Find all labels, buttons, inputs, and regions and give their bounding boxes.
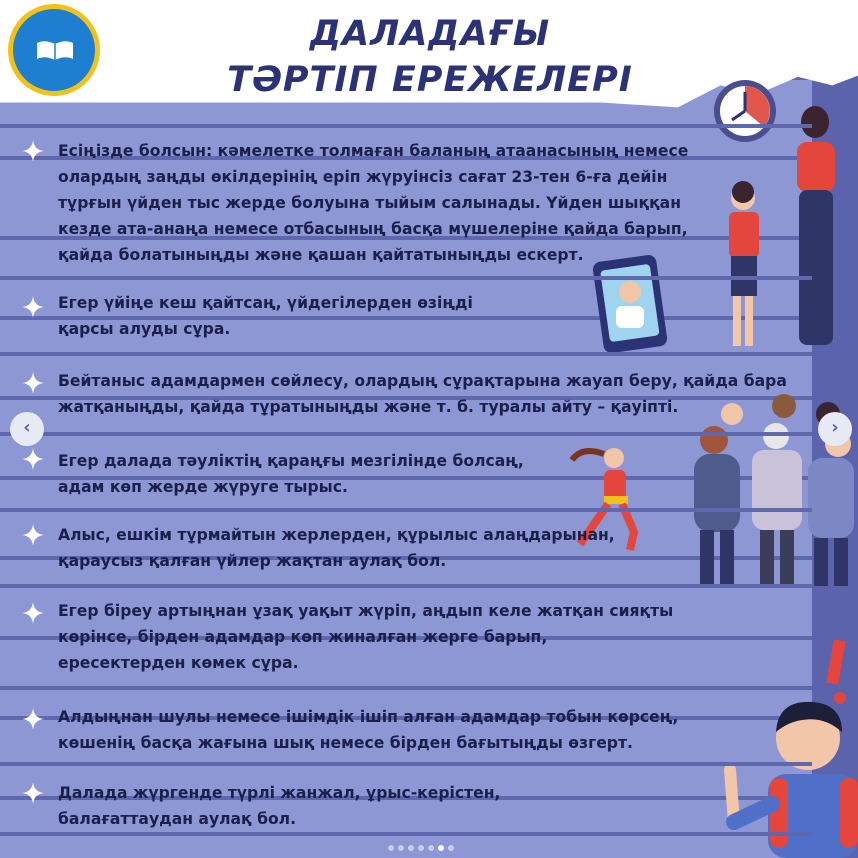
row-divider (0, 352, 812, 356)
rule-text: Алдыңнан шулы немесе ішімдік ішіп алған адамдар тобын көрсең, көшенің басқа жағына шық немесе бірден бағытыңды өзгерт. (58, 708, 679, 752)
rule-text: Бейтаныс адамдармен сөйлесу, олардың сұрақтарына жауап беру, қайда бара жатқаныңды, қайда тұратыныңды және т. б. туралы айту – қауіпті. (58, 372, 787, 416)
row-divider (0, 686, 812, 690)
sparkle-bullet-icon (22, 782, 44, 804)
sparkle-bullet-icon (22, 448, 44, 470)
carousel-dot[interactable] (438, 845, 444, 851)
next-slide-button[interactable] (818, 412, 852, 446)
phone-video-call-icon (590, 254, 670, 354)
rule-text: Далада жүргенде түрлі жанжал, ұрыс-керістен, балағаттаудан аулақ бол. (58, 784, 501, 828)
carousel-dot[interactable] (388, 845, 394, 851)
boy-pointing-illustration (712, 640, 858, 858)
row-divider (0, 432, 812, 436)
chevron-left-icon: ‹ (23, 417, 31, 438)
rule-text: Алыс, ешкім тұрмайтын жерлерден, құрылыс алаңдарынан, қараусыз қалған үйлер жақтан аулақ бол. (58, 526, 615, 570)
sparkle-bullet-icon (22, 372, 44, 394)
previous-slide-button[interactable] (10, 412, 44, 446)
row-divider (0, 124, 812, 128)
page-title-line-1: ДАЛАДАҒЫ (309, 14, 551, 54)
sparkle-bullet-icon (22, 524, 44, 546)
carousel-dot[interactable] (398, 845, 404, 851)
carousel-dot[interactable] (408, 845, 414, 851)
page-title-line-2: ТӘРТІП ЕРЕЖЕЛЕРІ (227, 60, 633, 100)
rule-text: Егер далада тәуліктің қараңғы мезгілінде болсаң, адам көп жерде жүруге тырыс. (58, 452, 524, 496)
open-book-icon (35, 39, 75, 61)
rule-text: Егер біреу артыңнан ұзақ уақыт жүріп, аңдып келе жатқан сияқты көрінсе, бірден адамдар көп жиналған жерге барып, ересектерден көмек сұра. (58, 602, 674, 672)
carousel-dot[interactable] (418, 845, 424, 851)
carousel-dot[interactable] (428, 845, 434, 851)
sparkle-bullet-icon (22, 708, 44, 730)
row-divider (0, 508, 812, 512)
row-divider (0, 762, 812, 766)
rule-text: Егер үйіңе кеш қайтсаң, үйдегілерден өзіңді қарсы алуды сұра. (58, 294, 473, 338)
rule-text: Есіңізде болсын: кәмелетке толмаған баланың атаанасының немесе олардың заңды өкілдерінің еріп жүруінсіз сағат 23-тен 6-ға дейін тұрғын үйден тыс жерде болуына тыйым салынады. Үйден шыққан кезде ата-анаңа немесе отбасының басқа мүшелеріне қайда барып, қайда болатыныңды және қашан қайтатыныңды ескерт. (58, 142, 689, 264)
school-logo (8, 4, 100, 96)
sparkle-bullet-icon (22, 602, 44, 624)
carousel-indicator (386, 836, 476, 846)
row-divider (0, 276, 812, 280)
sparkle-bullet-icon (22, 140, 44, 162)
carousel-dot[interactable] (448, 845, 454, 851)
row-divider (0, 584, 812, 588)
chevron-right-icon: › (831, 417, 839, 438)
sparkle-bullet-icon (22, 296, 44, 318)
mother-and-child-illustration (715, 100, 845, 358)
